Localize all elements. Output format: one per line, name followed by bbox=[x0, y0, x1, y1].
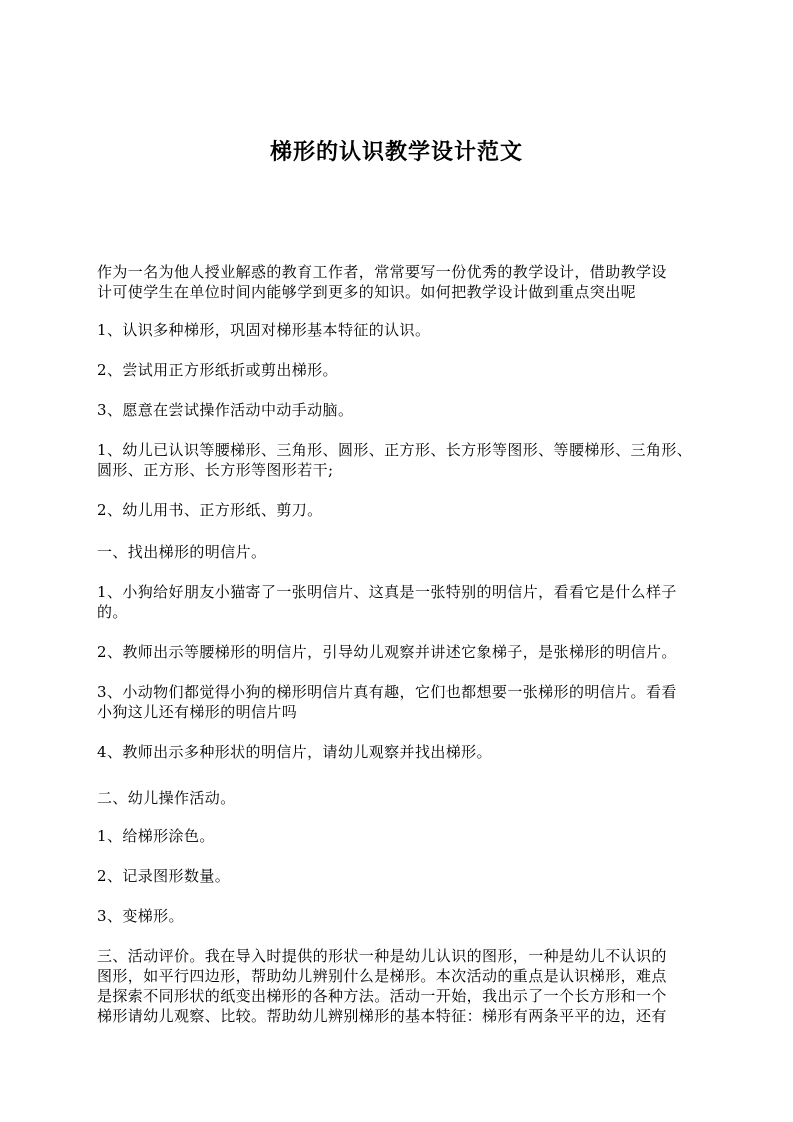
section-2-item: 1、给梯形涂色。 bbox=[97, 827, 215, 845]
goal-item: 3、愿意在尝试操作活动中动手动脑。 bbox=[97, 401, 354, 419]
prep-item-2: 2、幼儿用书、正方形纸、剪刀。 bbox=[97, 501, 323, 519]
section-3-line-1: 三、活动评价。我在导入时提供的形状一种是幼儿认识的图形，一种是幼儿不认识的 bbox=[97, 947, 667, 965]
section-3-line-4: 梯形请幼儿观察、比较。帮助幼儿辨别梯形的基本特征：梯形有两条平平的边，还有 bbox=[97, 1007, 667, 1025]
section-1-item-4: 4、教师出示多种形状的明信片，请幼儿观察并找出梯形。 bbox=[97, 743, 492, 761]
section-1-item-3 bbox=[97, 682, 709, 722]
section-3-line-3: 是探索不同形状的纸变出梯形的各种方法。活动一开始，我出示了一个长方形和一个 bbox=[97, 987, 667, 1005]
section-3-line-2: 图形，如平行四边形，帮助幼儿辨别什么是梯形。本次活动的重点是认识梯形，难点 bbox=[97, 967, 667, 985]
goal-item: 1、认识多种梯形，巩固对梯形基本特征的认识。 bbox=[97, 321, 431, 339]
document-title: 梯形的认识教学设计范文 bbox=[269, 140, 523, 165]
prep-item-1 bbox=[97, 440, 722, 480]
section-2-item: 3、变梯形。 bbox=[97, 907, 184, 925]
section-1-item-3-line-1: 3、小动物们都觉得小狗的梯形明信片真有趣，它们也都想要一张梯形的明信片。看看 bbox=[97, 683, 677, 701]
section-1-heading: 一、找出梯形的明信片。 bbox=[97, 543, 267, 561]
intro-line-2: 计可使学生在单位时间内能够学到更多的知识。如何把教学设计做到重点突出呢 bbox=[97, 283, 637, 301]
section-2-item: 2、记录图形数量。 bbox=[97, 867, 231, 885]
section-1-item-1-line-1: 1、小狗给好朋友小猫寄了一张明信片、这真是一张特别的明信片，看看它是什么样子 bbox=[97, 583, 677, 601]
prep-item-1-line-2: 圆形、正方形、长方形等图形若干; bbox=[97, 461, 334, 479]
intro-line-1: 作为一名为他人授业解惑的教育工作者，常常要写一份优秀的教学设计，借助教学设 bbox=[97, 263, 667, 281]
section-1-item-1-line-2: 的。 bbox=[97, 603, 128, 621]
prep-item-1-line-1: 1、幼儿已认识等腰梯形、三角形、圆形、正方形、长方形等图形、等腰梯形、三角形、 bbox=[97, 441, 693, 459]
section-3-paragraph bbox=[97, 946, 709, 1026]
section-1-item-3-line-2: 小狗这儿还有梯形的明信片吗 bbox=[97, 703, 298, 721]
intro-paragraph bbox=[97, 262, 709, 302]
section-1-item-2: 2、教师出示等腰梯形的明信片，引导幼儿观察并讲述它象梯子，是张梯形的明信片。 bbox=[97, 643, 677, 661]
goal-item: 2、尝试用正方形纸折或剪出梯形。 bbox=[97, 361, 338, 379]
section-1-item-1 bbox=[97, 582, 709, 622]
section-2-heading: 二、幼儿操作活动。 bbox=[97, 789, 236, 807]
